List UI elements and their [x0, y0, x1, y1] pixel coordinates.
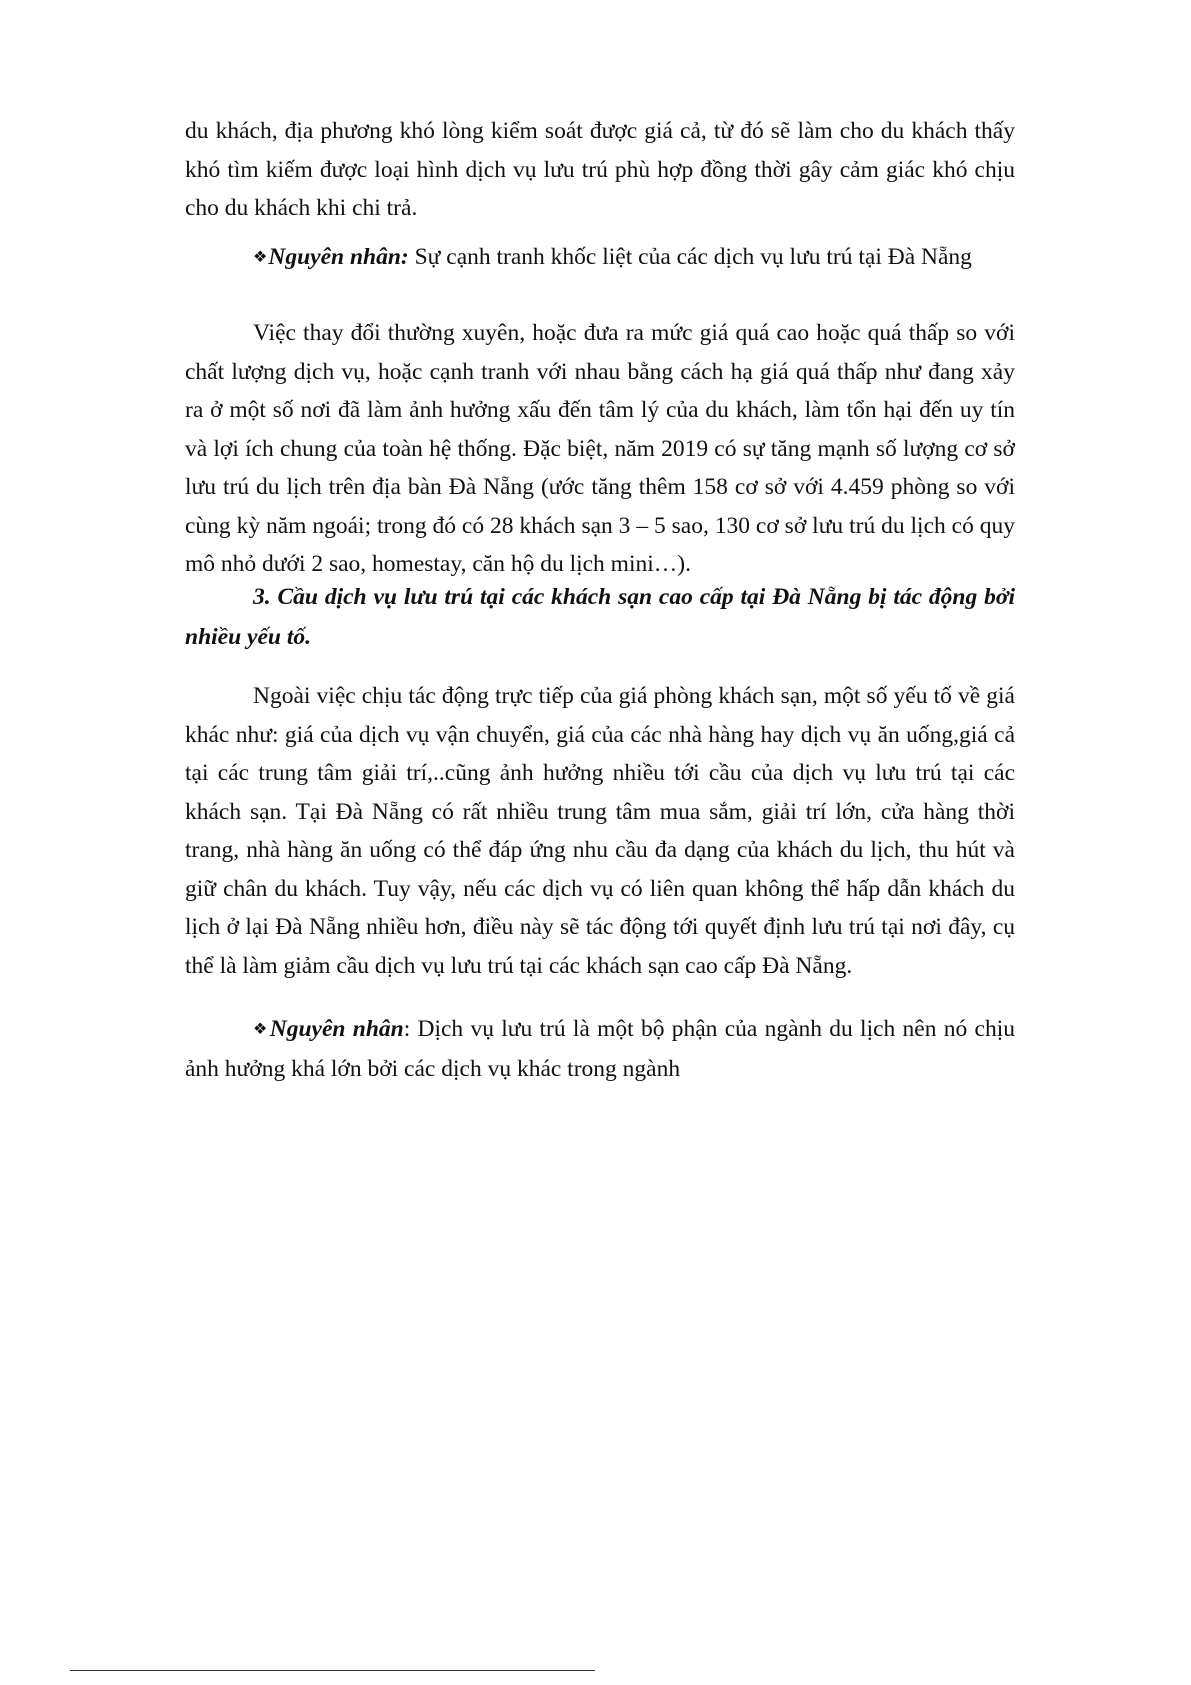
footnote-separator [70, 1670, 595, 1671]
diamond-bullet-icon: ❖ [253, 249, 268, 266]
diamond-bullet-icon: ❖ [253, 1021, 269, 1038]
cause-paragraph-2 [185, 1010, 1015, 1088]
cause-label: Nguyên nhân: [268, 244, 409, 270]
paragraph-continuation: du khách, địa phương khó lòng kiểm soát được giá cả, từ đó sẽ làm cho du khách thấy khó tìm kiếm được loại hình dịch vụ lưu trú phù hợp đồng thời gây cảm giác khó chịu cho du khách khi chi trả. [185, 118, 1015, 221]
paragraph-demand-factors: Ngoài việc chịu tác động trực tiếp của giá phòng khách sạn, một số yếu tố về giá khác như: giá của dịch vụ vận chuyển, giá của các nhà hàng hay dịch vụ ăn uống,giá cả tại các trung tâm giải trí,..cũng ảnh hưởng nhiều tới cầu của dịch vụ lưu trú tại các khách sạn. Tại Đà Nẵng có rất nhiều trung tâm mua sắm, giải trí lớn, cửa hàng thời trang, nhà hàng ăn uống có thể đáp ứng nhu cầu đa dạng của khách du lịch, thu hút và giữ chân du khách. Tuy vậy, nếu các dịch vụ có liên quan không thể hấp dẫn khách du lịch ở lại Đà Nẵng nhiều hơn, điều này sẽ tác động tới quyết định lưu trú tại nơi đây, cụ thể là làm giảm cầu dịch vụ lưu trú tại các khách sạn cao cấp Đà Nẵng. [185, 683, 1015, 979]
paragraph-price-competition: Việc thay đổi thường xuyên, hoặc đưa ra mức giá quá cao hoặc quá thấp so với chất lượng dịch vụ, hoặc cạnh tranh với nhau bằng cách hạ giá quá thấp như đang xảy ra ở một số nơi đã làm ảnh hưởng xấu đến tâm lý của du khách, làm tổn hại đến uy tín và lợi ích chung của toàn hệ thống. Đặc biệt, năm 2019 có sự tăng mạnh số lượng cơ sở lưu trú du lịch trên địa bàn Đà Nẵng (ước tăng thêm 158 cơ sở với 4.459 phòng so với cùng kỳ năm ngoái; trong đó có 28 khách sạn 3 – 5 sao, 130 cơ sở lưu trú du lịch có quy mô nhỏ dưới 2 sao, homestay, căn hộ du lịch mini…). [185, 320, 1015, 577]
cause-paragraph-1 [185, 238, 1015, 278]
cause-text: Sự cạnh tranh khốc liệt của các dịch vụ lưu trú tại Đà Nẵng [408, 244, 972, 270]
cause-text: : Dịch vụ lưu trú là một bộ phận của ngành du lịch nên nó chịu ảnh hưởng khá lớn bởi các dịch vụ khác trong ngành [185, 1016, 1015, 1082]
cause-label: Nguyên nhân [269, 1016, 404, 1042]
section-heading-3: 3. Cầu dịch vụ lưu trú tại các khách sạn cao cấp tại Đà Nẵng bị tác động bởi nhiều yếu tố. [185, 584, 1015, 650]
